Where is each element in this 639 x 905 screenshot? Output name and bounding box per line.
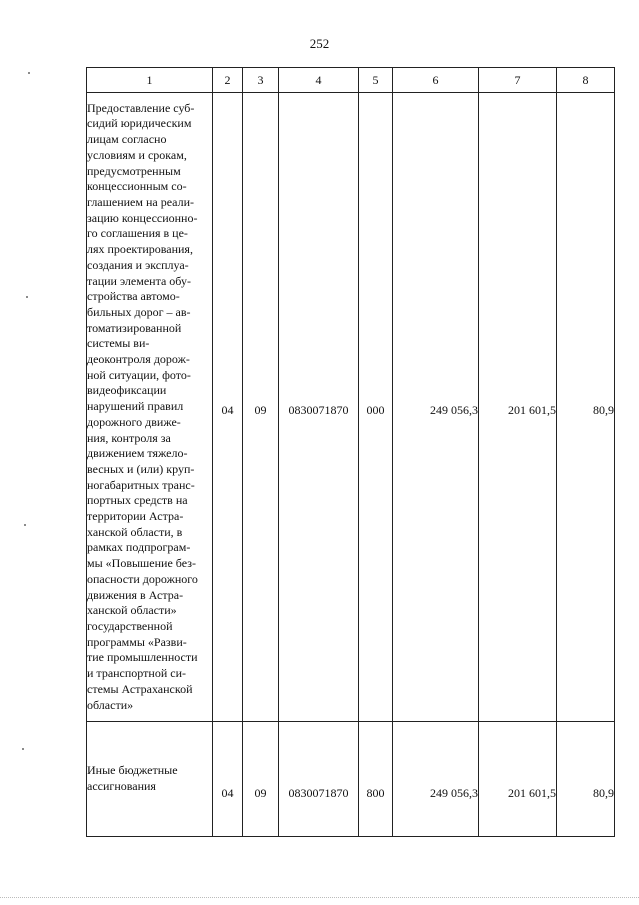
scan-artifact bbox=[22, 748, 24, 750]
description-line: го соглашения в це- bbox=[87, 226, 188, 241]
cell-target-article: 0830071870 bbox=[279, 93, 359, 722]
cell-section: 04 bbox=[213, 93, 243, 722]
description-line: системы ви- bbox=[87, 336, 150, 351]
cell-subsection: 09 bbox=[243, 722, 279, 837]
cell-section: 04 bbox=[213, 722, 243, 837]
cell-actual-amount: 201 601,5 bbox=[479, 93, 557, 722]
page-number: 252 bbox=[309, 36, 330, 51]
header-col-6: 6 bbox=[393, 68, 479, 93]
description-line: движения в Астра- bbox=[87, 587, 184, 602]
description-line: Иные бюджетные bbox=[87, 763, 178, 778]
description-line: деоконтроля дорож- bbox=[87, 352, 190, 367]
description-line: государственной bbox=[87, 618, 173, 633]
description-line: программы «Разви- bbox=[87, 634, 187, 649]
cell-percent: 80,9 bbox=[557, 93, 615, 722]
description-line: стемы Астраханской bbox=[87, 681, 193, 696]
description-line: ханской области» bbox=[87, 603, 177, 618]
row-description bbox=[87, 93, 213, 722]
description-line: ной ситуации, фото- bbox=[87, 367, 191, 382]
cell-percent: 80,9 bbox=[557, 722, 615, 837]
description-line: сидий юридическим bbox=[87, 116, 192, 131]
scan-artifact bbox=[28, 72, 30, 74]
header-col-3: 3 bbox=[243, 68, 279, 93]
description-line: тации элемента обу- bbox=[87, 273, 191, 288]
scan-artifact bbox=[24, 524, 26, 526]
header-col-5: 5 bbox=[359, 68, 393, 93]
table-header-row bbox=[87, 68, 615, 93]
page-bottom-edge bbox=[0, 897, 639, 899]
description-line: зацию концессионно- bbox=[87, 210, 198, 225]
description-line: Предоставление суб- bbox=[87, 100, 195, 115]
header-col-7: 7 bbox=[479, 68, 557, 93]
description-line: и транспортной си- bbox=[87, 666, 186, 681]
description-line: ногабаритных транс- bbox=[87, 477, 195, 492]
cell-plan-amount: 249 056,3 bbox=[393, 93, 479, 722]
description-line: стройства автомо- bbox=[87, 289, 180, 304]
description-line: ханской области, в bbox=[87, 524, 183, 539]
budget-table bbox=[86, 67, 615, 837]
cell-actual-amount: 201 601,5 bbox=[479, 722, 557, 837]
header-col-1: 1 bbox=[87, 68, 213, 93]
description-line: движением тяжело- bbox=[87, 446, 188, 461]
description-line: лицам согласно bbox=[87, 132, 167, 147]
row-description bbox=[87, 722, 213, 837]
description-line: портных средств на bbox=[87, 493, 188, 508]
description-line: рамках подпрограм- bbox=[87, 540, 191, 555]
description-line: лях проектирования, bbox=[87, 242, 193, 257]
cell-plan-amount: 249 056,3 bbox=[393, 722, 479, 837]
cell-expense-type: 800 bbox=[359, 722, 393, 837]
description-line: дорожного движе- bbox=[87, 414, 181, 429]
cell-expense-type: 000 bbox=[359, 93, 393, 722]
header-col-8: 8 bbox=[557, 68, 615, 93]
description-line: опасности дорожного bbox=[87, 571, 198, 586]
description-line: глашением на реали- bbox=[87, 195, 195, 209]
description-line: области» bbox=[87, 697, 134, 712]
cell-target-article: 0830071870 bbox=[279, 722, 359, 837]
description-line: тие промышленности bbox=[87, 650, 198, 665]
header-col-4: 4 bbox=[279, 68, 359, 93]
description-line: ассигнования bbox=[87, 779, 156, 793]
description-line: нарушений правил bbox=[87, 399, 184, 414]
description-line: томатизированной bbox=[87, 320, 182, 335]
cell-subsection: 09 bbox=[243, 93, 279, 722]
description-line: видеофиксации bbox=[87, 383, 167, 398]
description-line: предусмотренным bbox=[87, 163, 181, 178]
table-row bbox=[87, 93, 615, 722]
description-line: концессионным со- bbox=[87, 179, 187, 194]
description-line: весных и (или) круп- bbox=[87, 461, 195, 476]
table-row bbox=[87, 722, 615, 837]
scan-artifact bbox=[26, 296, 28, 298]
description-line: условиям и срокам, bbox=[87, 147, 187, 162]
description-line: ния, контроля за bbox=[87, 430, 171, 445]
description-line: бильных дорог – ав- bbox=[87, 304, 191, 319]
header-col-2: 2 bbox=[213, 68, 243, 93]
description-line: мы «Повышение без- bbox=[87, 556, 196, 571]
description-line: создания и эксплуа- bbox=[87, 257, 189, 272]
description-line: территории Астра- bbox=[87, 509, 184, 524]
